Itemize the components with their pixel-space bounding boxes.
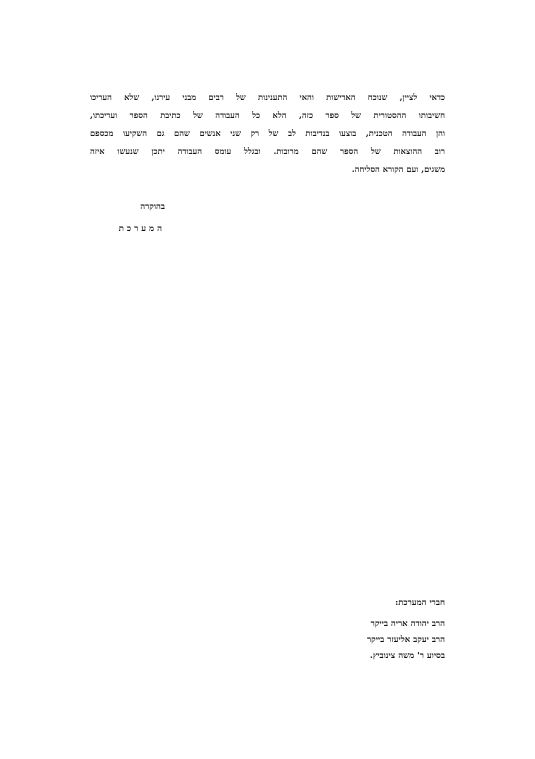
editorial-members-block bbox=[290, 596, 445, 664]
paragraph-line: משגים, ועם הקורא הסליחה. bbox=[351, 164, 445, 174]
signoff-greeting: בהוקרה bbox=[140, 202, 165, 212]
member-name: בסיוע ר' משה צינוביץ. bbox=[369, 651, 445, 661]
paragraph-line: והן העבודה הטכנית, בוצעו בנדיבות לב של רק שני אנשים שהם גם השקיעו מכספם bbox=[90, 128, 445, 138]
member-name: הרב יעקב אליעזר בייקר bbox=[366, 635, 445, 645]
members-heading: חברי המערכת: bbox=[395, 598, 445, 608]
paragraph-line: רוב ההוצאות של הספר שהם מרובות. ובגלל עומס העבודה יתכן שנעשו איזה bbox=[90, 146, 445, 156]
signoff-block bbox=[95, 200, 165, 236]
member-name: הרב יהודה אריה בייקר bbox=[370, 619, 445, 629]
main-paragraph bbox=[90, 88, 445, 178]
paragraph-line: כדאי לציין, שנוכח האדישות והאי התענינות של רבים מבני עירנו, שלא העריכו bbox=[90, 92, 445, 102]
paragraph-line: חשיבותו ההסטורית של ספר כזה, הלא כל העבודה של כתיבת הספר ועריכתו, bbox=[90, 110, 445, 120]
signoff-editorial: המערכת bbox=[118, 224, 165, 234]
